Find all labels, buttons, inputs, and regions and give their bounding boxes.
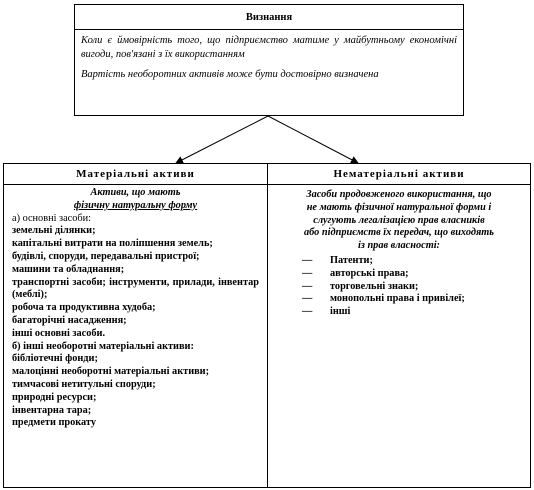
dash-bullet: — <box>302 306 313 318</box>
section-b-heading: б) інші необоротні матеріальні активи: <box>12 340 194 352</box>
tangible-intro-line-2: фізичну натуральну форму <box>73 199 198 211</box>
other-asset-item: малоцінні необоротні матеріальні активи; <box>12 366 210 378</box>
arrow-to-tangible <box>176 116 268 163</box>
fixed-asset-item: машини та обладнання; <box>12 263 125 275</box>
asset-types-table <box>3 163 531 488</box>
other-asset-item: бібліотечні фонди; <box>12 353 98 365</box>
intangible-intro-line: не мають фізичної натуральної форми і <box>306 201 492 213</box>
intangible-item <box>274 293 524 306</box>
tangible-assets-column <box>4 185 268 487</box>
other-asset-item: предмети прокату <box>12 417 96 429</box>
dash-bullet: — <box>302 293 313 305</box>
intangible-intro-line: слугують легалізацією прав власників <box>313 214 485 226</box>
dash-bullet: — <box>302 254 313 266</box>
section-a-heading: а) основні засоби: <box>12 212 91 224</box>
intangible-item <box>274 268 524 281</box>
fixed-asset-item: робоча та продуктивна худоба; <box>12 302 156 314</box>
intangible-intro-line: або підприємств їх передач, що виходять <box>304 227 494 239</box>
intangible-item <box>274 281 524 294</box>
recognition-title: Визнання <box>75 5 463 30</box>
intangible-item <box>274 255 524 268</box>
intangible-item-text: Патенти; <box>330 254 373 266</box>
tangible-assets-header: Матеріальні активи <box>4 164 268 185</box>
fixed-asset-item: інші основні засоби. <box>12 327 106 339</box>
tangible-intro-line-1: Активи, що мають <box>90 187 181 198</box>
condition-benefits: Коли є ймовірність того, що підприємство матиме у майбутньому економічні вигоди, пов'язані з їх використанням <box>81 35 457 60</box>
intangible-assets-column <box>268 185 530 487</box>
other-asset-item: природні ресурси; <box>12 391 97 403</box>
intangible-item <box>274 306 524 319</box>
other-asset-item: інвентарна тара; <box>12 404 92 416</box>
recognition-box <box>74 4 464 116</box>
fixed-asset-item: будівлі, споруди, передавальні пристрої; <box>12 250 200 262</box>
intangible-item-text: монопольні права і привілеї; <box>330 293 465 305</box>
dash-bullet: — <box>302 280 313 292</box>
arrow-to-intangible <box>268 116 358 163</box>
intangible-assets-header: Нематеріальні активи <box>268 164 530 185</box>
intangible-item-text: торговельні знаки; <box>330 280 419 292</box>
other-asset-item: тимчасові нетитульні споруди; <box>12 378 156 390</box>
fixed-asset-item: капітальні витрати на поліпшення земель; <box>12 238 213 250</box>
recognition-conditions <box>75 30 463 92</box>
intangible-intro-line: Засоби продовженого використання, що <box>306 189 492 200</box>
fixed-asset-item: багаторічні насадження; <box>12 314 127 326</box>
intangible-item-text: авторські права; <box>330 267 409 279</box>
condition-measurement: Вартість необоротних активів може бути достовірно визначена <box>81 69 379 80</box>
fixed-asset-item: земельні ділянки; <box>12 225 96 237</box>
intangible-intro-line: із прав власності: <box>358 240 440 252</box>
dash-bullet: — <box>302 267 313 279</box>
intangible-item-text: інші <box>330 306 351 318</box>
fixed-asset-item: транспортні засоби; інструменти, прилади, інвентар (меблі); <box>12 276 259 301</box>
